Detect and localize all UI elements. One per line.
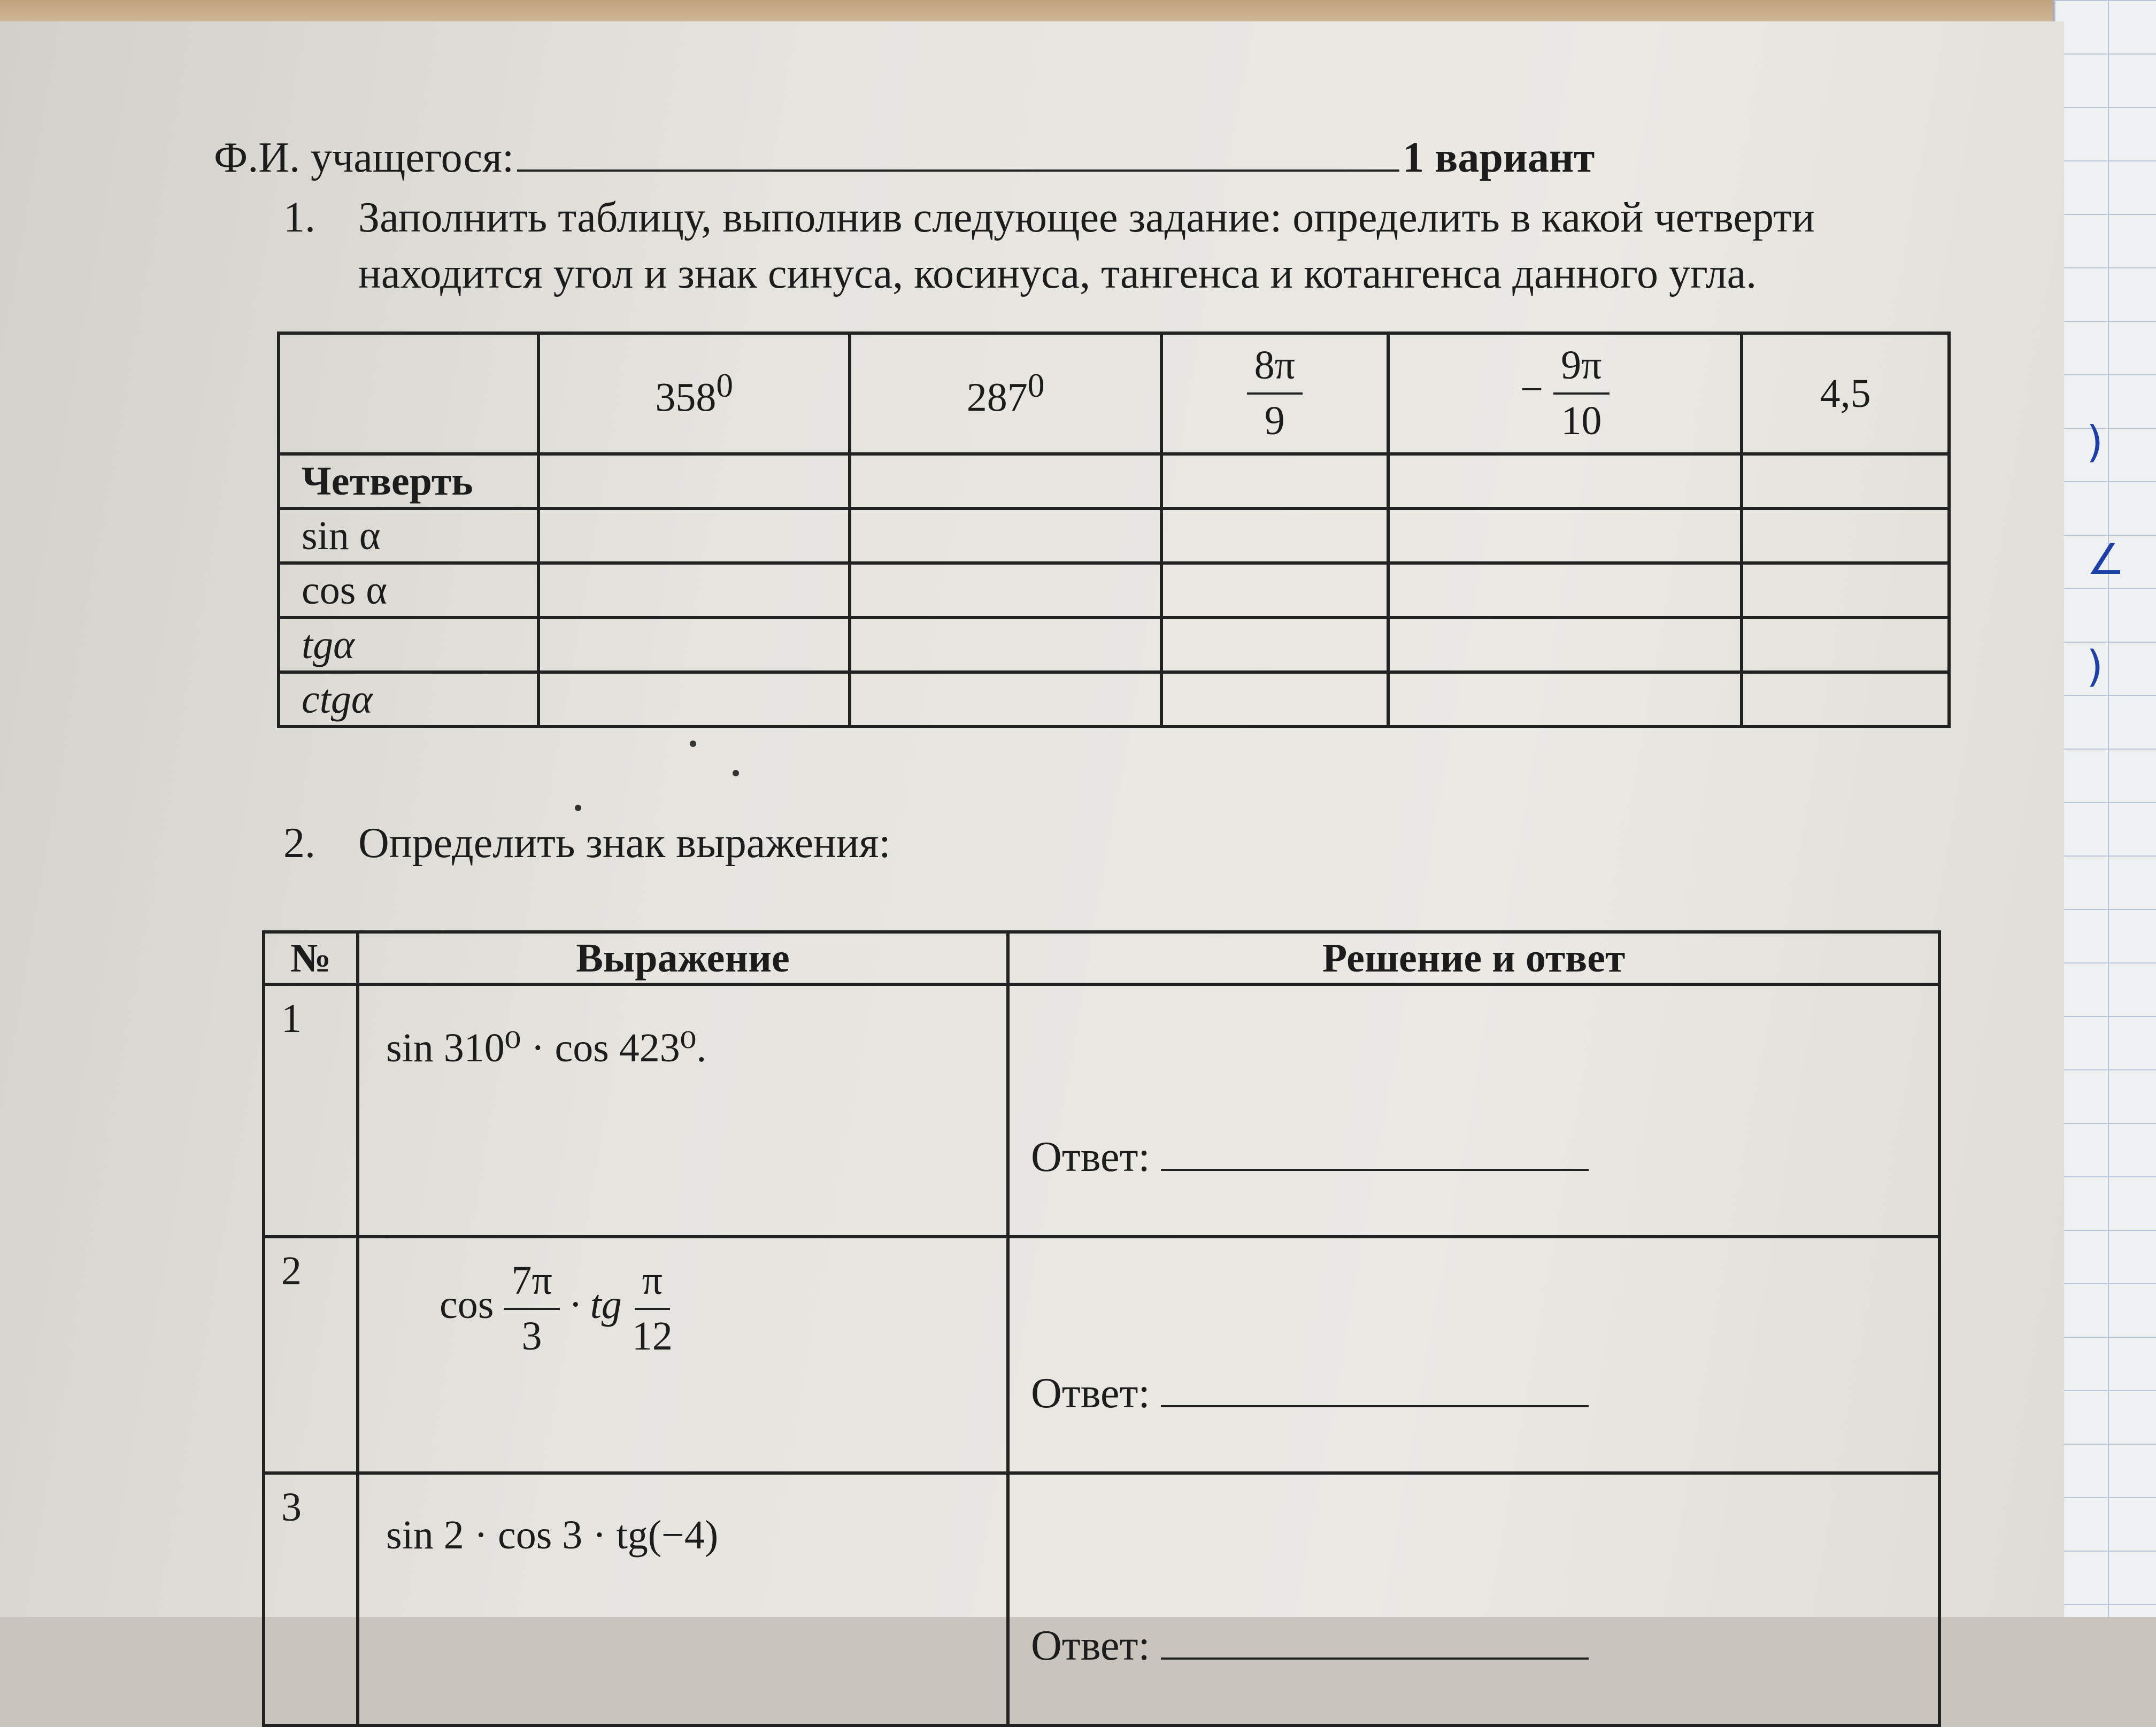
denominator: 3 (521, 1313, 542, 1359)
answer-line[interactable] (1161, 1378, 1589, 1407)
table-row (264, 984, 1939, 1237)
pencil-dot (733, 770, 739, 776)
answer-cell[interactable] (1388, 618, 1742, 672)
margin-note: ) (2086, 417, 2104, 467)
answer-cell[interactable] (538, 508, 850, 563)
task1-text: Заполнить таблицу, выполнив следующее задание: определить в какой четверти находится угол и знак синуса, косинуса, тангенса и котангенса данного угла. (358, 194, 1815, 297)
table-row (279, 508, 1949, 563)
answer-cell[interactable] (1161, 672, 1388, 727)
answer-cell[interactable] (1742, 508, 1949, 563)
pencil-dot (575, 805, 581, 811)
task1-statement (283, 190, 1930, 302)
expression-sign-table (262, 930, 1941, 1727)
angle-value: 287 (966, 375, 1028, 420)
answer-cell[interactable] (1388, 508, 1742, 563)
table-row (279, 454, 1949, 508)
variant-label: 1 вариант (1403, 134, 1595, 181)
table-row (264, 1473, 1939, 1725)
denominator: 10 (1561, 398, 1602, 443)
fraction (632, 1260, 673, 1358)
row-label-cos: cos α (279, 563, 538, 618)
row-number: 2 (264, 1237, 358, 1473)
quadrant-sign-table (277, 331, 1951, 728)
row-label-quadrant: Четверть (279, 454, 538, 508)
expression-text: · tg (569, 1282, 622, 1328)
table-row (264, 1237, 1939, 1473)
margin-note: ) (2086, 642, 2104, 691)
column-header-number: № (264, 932, 358, 984)
expression-cell (358, 1473, 1008, 1725)
answer-label: Ответ: (1031, 1622, 1150, 1669)
angle-value: 4,5 (1820, 371, 1871, 416)
fraction (1247, 344, 1303, 443)
denominator: 9 (1264, 398, 1285, 443)
answer-cell[interactable] (538, 672, 850, 727)
angle-cell-8pi-9 (1161, 333, 1388, 454)
angle-cell-4-5 (1742, 333, 1949, 454)
answer-cell[interactable] (1742, 563, 1949, 618)
minus-sign: − (1520, 367, 1544, 412)
angle-value: 358 (655, 375, 717, 420)
answer-cell[interactable] (1742, 618, 1949, 672)
answer-cell[interactable] (1161, 618, 1388, 672)
answer-cell[interactable] (1161, 508, 1388, 563)
fraction (1553, 344, 1609, 443)
column-header-expression: Выражение (358, 932, 1008, 984)
task2-text: Определить знак выражения: (358, 820, 891, 867)
answer-cell[interactable] (538, 563, 850, 618)
row-number: 3 (264, 1473, 358, 1725)
angle-cell-358 (538, 333, 850, 454)
answer-cell[interactable] (1742, 454, 1949, 508)
answer-cell[interactable] (1161, 454, 1388, 508)
degree-mark: 0 (716, 366, 734, 404)
expression-text: sin 310⁰ · cos 423⁰. (386, 1026, 707, 1070)
table-header-row (264, 932, 1939, 984)
pencil-dot (690, 741, 696, 747)
answer-cell[interactable] (1388, 454, 1742, 508)
solution-cell[interactable] (1008, 1473, 1939, 1725)
notebook-page-background (2053, 0, 2156, 1617)
task2-statement (283, 815, 1930, 872)
name-signature-line[interactable] (517, 137, 1399, 172)
angle-header-row (279, 333, 1949, 454)
numerator: 9π (1553, 344, 1609, 395)
answer-cell[interactable] (850, 454, 1161, 508)
table-row (279, 618, 1949, 672)
answer-cell[interactable] (1388, 563, 1742, 618)
answer-cell[interactable] (850, 563, 1161, 618)
answer-label: Ответ: (1031, 1370, 1150, 1417)
expression-cell (358, 984, 1008, 1237)
table-row (279, 563, 1949, 618)
answer-cell[interactable] (538, 618, 850, 672)
angle-cell-287 (850, 333, 1161, 454)
answer-field[interactable] (1031, 1622, 1589, 1670)
denominator: 12 (632, 1313, 673, 1359)
empty-corner-cell (279, 333, 538, 454)
answer-label: Ответ: (1031, 1134, 1150, 1181)
answer-cell[interactable] (850, 508, 1161, 563)
row-number: 1 (264, 984, 358, 1237)
student-name-label: Ф.И. учащегося: (214, 134, 514, 181)
row-label-ctg: ctgα (279, 672, 538, 727)
answer-line[interactable] (1161, 1631, 1589, 1660)
column-header-solution: Решение и ответ (1008, 932, 1939, 984)
row-label-sin: sin α (279, 508, 538, 563)
answer-field[interactable] (1031, 1133, 1589, 1182)
answer-cell[interactable] (1161, 563, 1388, 618)
expression-text: sin 2 · cos 3 · tg(−4) (386, 1513, 719, 1558)
expression-text: cos (440, 1282, 494, 1328)
answer-cell[interactable] (850, 672, 1161, 727)
angle-cell-neg-9pi-10 (1388, 333, 1742, 454)
margin-note: ∠ (2086, 535, 2125, 584)
answer-cell[interactable] (850, 618, 1161, 672)
numerator: 8π (1247, 344, 1303, 395)
solution-cell[interactable] (1008, 984, 1939, 1237)
fraction (504, 1260, 559, 1358)
answer-cell[interactable] (1742, 672, 1949, 727)
answer-field[interactable] (1031, 1369, 1589, 1418)
answer-cell[interactable] (538, 454, 850, 508)
expression-cell (358, 1237, 1008, 1473)
numerator: 7π (504, 1260, 559, 1310)
table-row (279, 672, 1949, 727)
solution-cell[interactable] (1008, 1237, 1939, 1473)
student-header (214, 134, 1595, 182)
task2-number: 2. (283, 820, 315, 867)
answer-cell[interactable] (1388, 672, 1742, 727)
answer-line[interactable] (1161, 1142, 1589, 1171)
numerator: π (635, 1260, 670, 1310)
task1-number: 1. (283, 194, 315, 241)
row-label-tg: tgα (279, 618, 538, 672)
degree-mark: 0 (1027, 366, 1045, 404)
